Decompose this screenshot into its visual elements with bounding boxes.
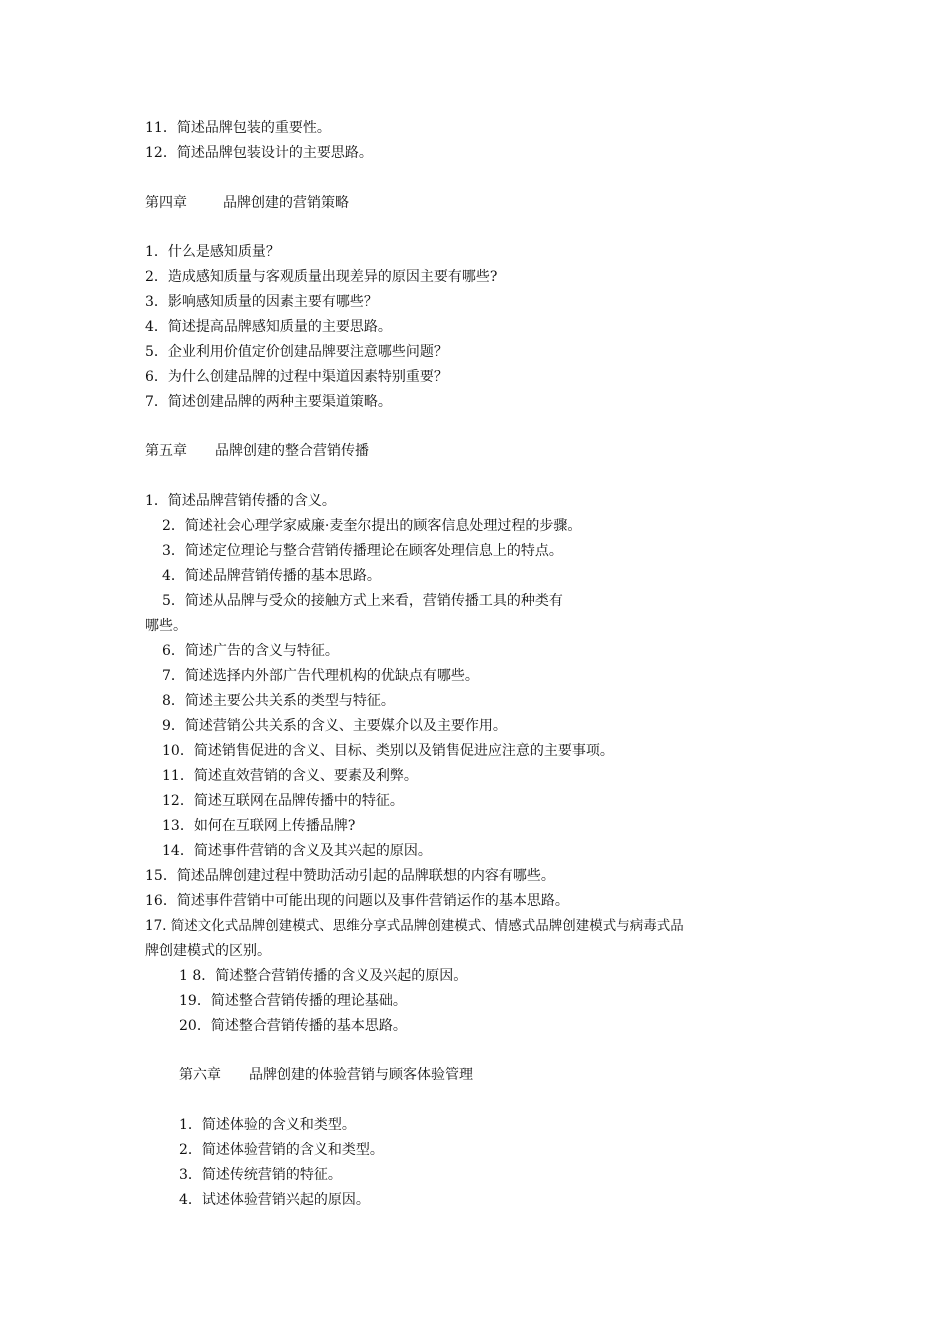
chapter-heading bbox=[179, 1066, 473, 1084]
question-line: 3．简述传统营销的特征。 bbox=[179, 1167, 342, 1183]
question-line: 16．简述事件营销中可能出现的问题以及事件营销运作的基本思路。 bbox=[145, 893, 569, 909]
question-line: 1．简述品牌营销传播的含义。 bbox=[145, 493, 336, 509]
question-line: 1．简述体验的含义和类型。 bbox=[179, 1117, 356, 1133]
question-line: 2．简述体验营销的含义和类型。 bbox=[179, 1142, 384, 1158]
question-line: 11．简述品牌包装的重要性。 bbox=[145, 120, 331, 136]
question-line: 7．简述创建品牌的两种主要渠道策略。 bbox=[145, 394, 392, 410]
question-line: 2．造成感知质量与客观质量出现差异的原因主要有哪些? bbox=[145, 269, 498, 285]
question-line: 11．简述直效营销的含义、要素及利弊。 bbox=[162, 768, 418, 784]
chapter-number: 第五章 bbox=[145, 443, 187, 459]
question-line: 19．简述整合营销传播的理论基础。 bbox=[179, 993, 407, 1009]
chapter-heading bbox=[145, 442, 369, 460]
question-line: 3．影响感知质量的因素主要有哪些？ bbox=[145, 294, 378, 310]
question-line: 1．什么是感知质量？ bbox=[145, 244, 280, 260]
question-line: 9．简述营销公共关系的含义、主要媒介以及主要作用。 bbox=[162, 718, 507, 734]
question-line: 6．简述广告的含义与特征。 bbox=[162, 643, 339, 659]
question-line: 4．简述提高品牌感知质量的主要思路。 bbox=[145, 319, 392, 335]
question-line: 2．简述社会心理学家威廉·麦奎尔提出的顾客信息处理过程的步骤。 bbox=[162, 518, 582, 534]
question-line: 7．简述选择内外部广告代理机构的优缺点有哪些。 bbox=[162, 668, 479, 684]
chapter-title: 品牌创建的体验营销与顾客体验管理 bbox=[249, 1067, 473, 1083]
question-line: 17. 简述文化式品牌创建模式、思维分享式品牌创建模式、情感式品牌创建模式与病毒式品 bbox=[145, 918, 684, 934]
chapter-title: 品牌创建的营销策略 bbox=[223, 195, 349, 211]
question-line: 牌创建模式的区别。 bbox=[145, 943, 271, 959]
chapter-title: 品牌创建的整合营销传播 bbox=[215, 443, 369, 459]
question-line: 12．简述品牌包装设计的主要思路。 bbox=[145, 145, 373, 161]
chapter-heading bbox=[145, 194, 349, 212]
question-line: 13．如何在互联网上传播品牌? bbox=[162, 818, 356, 834]
question-line: 4．简述品牌营销传播的基本思路。 bbox=[162, 568, 381, 584]
chapter-number: 第四章 bbox=[145, 195, 187, 211]
question-line: 哪些。 bbox=[145, 618, 187, 634]
question-line: 14．简述事件营销的含义及其兴起的原因。 bbox=[162, 843, 432, 859]
question-line: 12．简述互联网在品牌传播中的特征。 bbox=[162, 793, 404, 809]
question-line: 15．简述品牌创建过程中赞助活动引起的品牌联想的内容有哪些。 bbox=[145, 868, 555, 884]
question-line: 3．简述定位理论与整合营销传播理论在顾客处理信息上的特点。 bbox=[162, 543, 563, 559]
question-line: 4．试述体验营销兴起的原因。 bbox=[179, 1192, 370, 1208]
question-line: 20．简述整合营销传播的基本思路。 bbox=[179, 1018, 407, 1034]
chapter-number: 第六章 bbox=[179, 1067, 221, 1083]
question-line: 5．企业利用价值定价创建品牌要注意哪些问题？ bbox=[145, 344, 448, 360]
question-line: 10．简述销售促进的含义、目标、类别以及销售促进应注意的主要事项。 bbox=[162, 743, 614, 759]
question-line: 6．为什么创建品牌的过程中渠道因素特别重要？ bbox=[145, 369, 448, 385]
question-line: 5．简述从品牌与受众的接触方式上来看，营销传播工具的种类有 bbox=[162, 593, 563, 609]
question-line: 1 8．简述整合营销传播的含义及兴起的原因。 bbox=[179, 968, 468, 984]
question-line: 8．简述主要公共关系的类型与特征。 bbox=[162, 693, 395, 709]
